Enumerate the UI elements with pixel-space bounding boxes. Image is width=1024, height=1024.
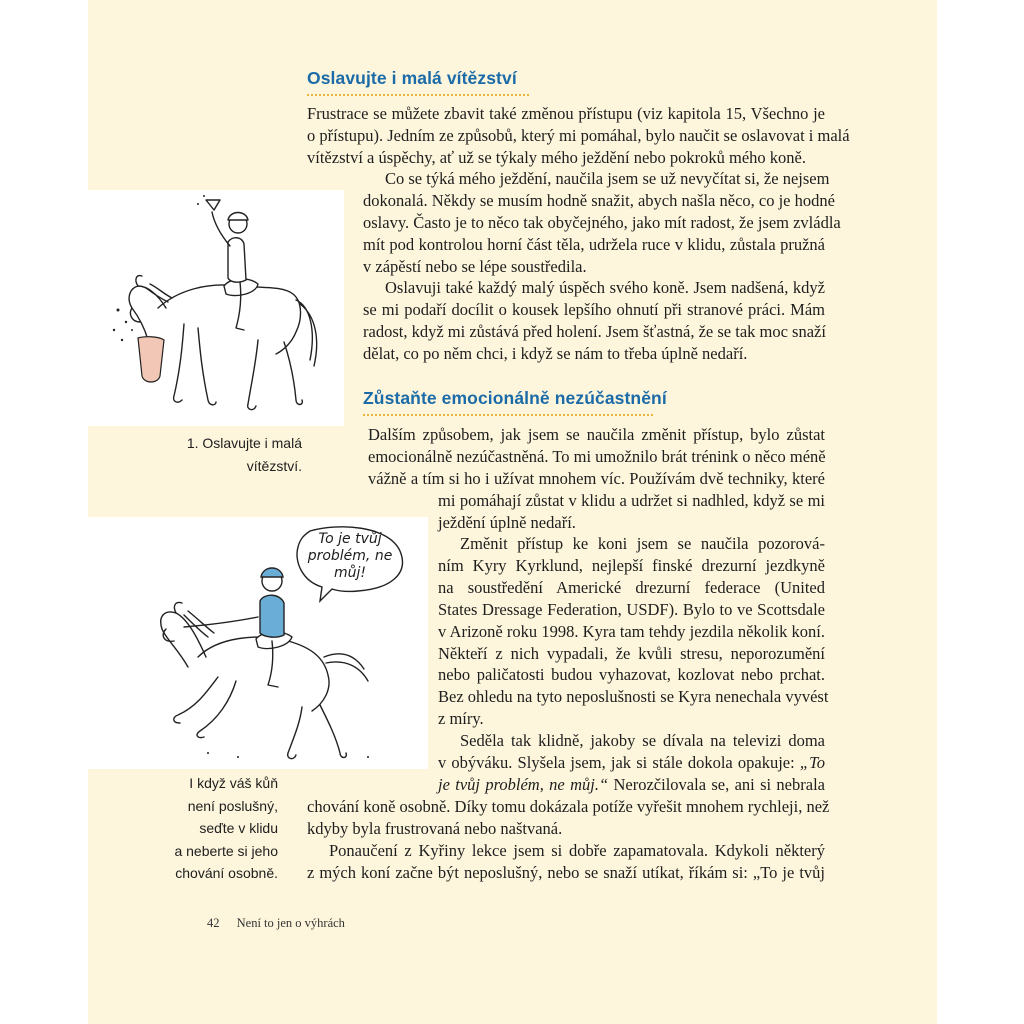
figure-caption-1: [150, 432, 302, 477]
running-title: Není to jen o výhrách: [236, 916, 345, 930]
text-line: vítězství a úspěchy, ať už se týkaly mého ježdění nebo pokroků mého koně.: [307, 147, 807, 167]
text-line: se mi podaří docílit o kousek lepšího ohnutí při stranové práci. Mám: [363, 299, 825, 319]
heading-dotted-rule: [307, 94, 529, 96]
speech-line: To je tvůj: [318, 531, 382, 547]
quote-italic: „To: [799, 752, 825, 772]
text-line-with-quote: [438, 774, 825, 796]
caption-line: 1. Oslavujte i malá: [186, 435, 302, 451]
text-line: z mých koní začne být neposlušný, nebo se snaží utíkat, říkám si: „To je tvůj: [307, 862, 825, 882]
caption-line: vítězství.: [246, 457, 302, 474]
section-heading-celebrate: Oslavujte i malá vítězství: [307, 68, 517, 88]
text-line: oslavy. Často je to něco tak obyčejného, jako mít radost, že jsem zvládla: [363, 212, 841, 232]
text-line-with-quote: [438, 752, 825, 774]
paragraph: [363, 168, 841, 278]
caption-line: I když váš kůň: [189, 775, 278, 791]
quote-italic: je tvůj problém, ne můj.“: [438, 774, 609, 794]
figure-caption-2: [140, 772, 278, 885]
caption-line: není poslušný,: [187, 797, 278, 814]
caption-line: chování osobně.: [175, 865, 278, 881]
text-line: Co se týká mého ježdění, naučila jsem se už nevyčítat si, že nejsem: [385, 169, 830, 188]
rider-celebration-drawing: [88, 190, 344, 426]
text-line: v zápěstí nebo se lépe soustředila.: [363, 256, 587, 276]
text-line: mít pod kontrolou horní část těla, udržela ruce v klidu, zůstala pružná: [363, 234, 825, 254]
heading-dotted-rule: [363, 414, 653, 416]
text-line: z míry.: [438, 709, 484, 729]
text-line: Oslavuji také každý malý úspěch svého koně. Jsem nadšená, když: [385, 278, 825, 297]
paragraph: [363, 277, 825, 365]
text-fragment: v obýváku. Slyšela jsem, jak si stále dokola opakuje: „To: [438, 752, 825, 772]
text-line: nebo paličatosti budou vyhazovat, kozlovat nebo prchat.: [438, 665, 825, 685]
text-line: v Arizoně roku 1998. Kyra tam tehdy jezdila několik koní.: [438, 621, 825, 641]
text-line: ježdění úplně nedaří.: [438, 512, 576, 532]
paragraph: [307, 796, 830, 840]
page-number: 42: [207, 916, 220, 930]
text-line: emocionálně nezúčastněná. To mi umožnilo brát trénink o něco méně: [368, 446, 826, 466]
text-line: mi pomáhají zůstat v klidu a udržet si nadhled, když se mi: [438, 490, 825, 510]
text-line: kdyby byla frustrovaná nebo naštvaná.: [307, 818, 563, 838]
illustration-calm-rider: [88, 517, 428, 769]
text-line: Někteří z nich vypadali, že kvůli stresu, neporozumění: [438, 643, 825, 663]
speech-line: problém, ne: [307, 548, 393, 564]
text-line: Změnit přístup ke koni jsem se naučila pozorová-: [460, 534, 825, 553]
paragraph: [307, 103, 850, 169]
text-line: States Dressage Federation, USDF). Bylo to ve Scottsdale: [438, 599, 825, 619]
text-line: na soustředění Americké drezurní federace (United: [438, 577, 825, 597]
paragraph: [307, 840, 825, 884]
text-line: Ponaučení z Kyřiny lekce jsem si dobře zapamatovala. Kdykoli některý: [329, 841, 825, 860]
text-line: dělat, co po něm chci, i když se nám to třeba úplně nedaří.: [363, 343, 748, 363]
text-line: vážně a tím si ho i užívat mnohem víc. Používám dvě techniky, které: [368, 468, 825, 488]
caption-line: a neberte si jeho: [174, 842, 278, 859]
paragraph: [438, 730, 825, 796]
caption-line: seďte v klidu: [199, 820, 278, 836]
text-line: dokonalá. Někdy se musím hodně snažit, abych našla něco, co je hodné: [363, 190, 835, 210]
speech-bubble-text: [300, 531, 400, 582]
text-line: Seděla tak klidně, jakoby se dívala na televizi doma: [460, 731, 825, 750]
text-line: radost, když mi zůstává před holení. Jsem šťastná, že se tak moc snaží: [363, 321, 826, 341]
illustration-celebrating-rider: [88, 190, 344, 426]
text-line: ním Kyry Kyrklund, nejlepší finské drezurní jezdkyně: [438, 555, 825, 575]
paragraph: [438, 533, 829, 730]
speech-line: můj!: [333, 565, 366, 581]
paragraph: [368, 424, 825, 534]
page-footer: [207, 916, 345, 931]
text-line: Bez ohledu na tyto neposlušnosti se Kyra nenechala vyvést: [438, 687, 829, 707]
section-heading-detached: Zůstaňte emocionálně nezúčastnění: [363, 388, 667, 408]
text-line: o přístupu). Jedním ze způsobů, který mi pomáhal, bylo naučit se oslavovat i malá: [307, 125, 850, 145]
text-fragment: je tvůj problém, ne můj.“ Nerozčilovala se, ani si nebrala: [438, 774, 825, 794]
text-line: Frustrace se můžete zbavit také změnou přístupu (viz kapitola 15, Všechno je: [307, 104, 825, 123]
text-line: chování koně osobně. Díky tomu dokázala potíže vyřešit mnohem rychleji, než: [307, 797, 830, 816]
text-line: Dalším způsobem, jak jsem se naučila změnit přístup, bylo zůstat: [368, 425, 825, 444]
